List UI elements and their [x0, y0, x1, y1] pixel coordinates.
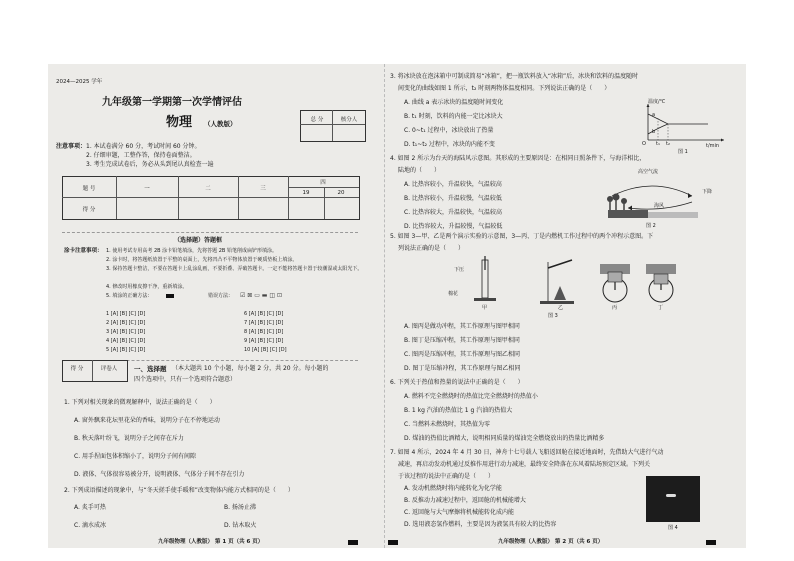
- figure-3-ding: 丁: [658, 305, 664, 311]
- answer-rule-4: 4. 修改时用橡皮擦干净，重新填涂。: [106, 284, 188, 290]
- figure-3-experiments: [448, 256, 688, 312]
- notes-label: 注意事项：: [56, 143, 87, 150]
- bubble-row-5[interactable]: 5 [A] [B] [C] [D]: [106, 347, 146, 353]
- grader-name-label: 评卷人: [100, 366, 118, 372]
- question-4: 4. 如图 2 所示为台天的海陆风示意图。其形成的主要原因是：在相同日照条件下，与海洋相比，: [390, 155, 646, 162]
- checker-label: 核分人: [340, 117, 358, 123]
- total-score-label: 总 分: [310, 117, 324, 123]
- correct-fill-mark: [166, 294, 174, 298]
- answer-rule-1: 1. 使用考试专用高考 2B 涂卡铅笔填涂，先将答题 2B 铅笔削成扁铲形填涂。: [106, 248, 277, 254]
- figure-3-bing: 丙: [612, 305, 618, 311]
- question-2-option-a: A. 炙手可热: [74, 504, 106, 511]
- answer-rule-5: 5. 填涂的正确方法：: [106, 293, 153, 299]
- footer-page-2: 九年级物理（人教版） 第 2 页（共 6 页）: [498, 539, 604, 545]
- figure-2-caption: 图 2: [646, 223, 656, 229]
- question-5-option-c: C. 图丙是压缩冲程，其工作原理与图乙相同: [404, 351, 521, 358]
- section-1-desc-1: （本大题共 10 个小题，每小题 2 分，共 20 分。每小题的: [172, 365, 329, 372]
- question-4-option-b: B. 比热容较小，升温较慢，气温较低: [404, 195, 502, 202]
- question-1-option-a: A. 窗外飘来花坛里花朵的香味，说明分子在不停地运动: [74, 417, 220, 424]
- question-1-option-c: C. 用手捏面包体积缩小了，说明分子间有间隙: [74, 453, 197, 460]
- note-1: 1. 本试卷满分 60 分，考试时间 60 分钟。: [86, 143, 201, 150]
- question-5-cont: 列说法正确的是（ ）: [398, 245, 465, 252]
- figure-3-yi: 乙: [558, 305, 564, 311]
- note-3: 3. 考生完成试卷后，务必从头到尾认真检查一遍: [86, 161, 214, 168]
- question-7-cont: 减速，再启动发动机通过反推作用进行动力减速，最终安全降落在东风着陆场预定区域。下列关: [398, 461, 651, 468]
- question-5-option-a: A. 图丙是做功冲程，其工作原理与图甲相同: [404, 323, 520, 330]
- question-2-option-d: D. 钻木取火: [224, 522, 257, 529]
- section-1-desc-2: 四个选项中，只有一个选项符合题意）: [134, 376, 237, 383]
- answer-card-title: （选择题）答题框: [174, 237, 223, 244]
- grader-score-label: 得 分: [70, 366, 84, 372]
- bubble-row-10[interactable]: 10 [A] [B] [C] [D]: [244, 347, 287, 353]
- figure-2-sea-wind: 海风: [654, 203, 665, 209]
- question-3: 3. 将冰块放在泡沫箱中可制成简易“冰箱”，把一瓶饮料放入“冰箱”后，冰块和饮料的温度随时: [390, 73, 639, 80]
- answer-rules-label: 涂卡注意事项：: [64, 248, 103, 254]
- note-2: 2. 仔细审题，工整作答，保持卷面整洁。: [86, 152, 196, 159]
- bubble-row-6[interactable]: 6 [A] [B] [C] [D]: [244, 311, 284, 317]
- question-3-cont: 间变化的曲线如图 1 所示，t₂ 时刻两物体温度相同。下列说法正确的是（ ）: [398, 85, 611, 92]
- bubble-row-3[interactable]: 3 [A] [B] [C] [D]: [106, 329, 146, 335]
- figure-1-temperature-graph: [638, 100, 728, 146]
- wrong-fill-marks: ☑ ⊠ ▭ ▬ ◫ ⊡: [240, 292, 282, 299]
- question-2-option-b: B. 扬汤止沸: [224, 504, 256, 511]
- answer-rule-2: 2. 涂卡时，将答题纸放置于平整的桌面上，先将凹凸不平物体放置于硬质垫板上填涂。: [106, 257, 298, 263]
- question-7-option-d: D. 选用液态氢作燃料，主要是因为液氢具有较大的比热容: [404, 521, 557, 528]
- question-3-option-d: D. t₁~t₂ 过程中，冰块的内能不变: [404, 141, 495, 148]
- answer-rule-wrong: 错误方法：: [208, 293, 234, 299]
- question-7-option-c: C. 返回舱与大气摩擦将机械能转化成内能: [404, 509, 515, 516]
- question-6-option-a: A. 燃料不完全燃烧时的热值比完全燃烧时的热值小: [404, 393, 538, 400]
- figure-4-caption: 图 4: [668, 525, 678, 531]
- figure-3-press: 下压: [454, 267, 465, 273]
- school-year: 2024—2025 学年: [56, 79, 103, 85]
- figure-1-curve-b: b: [652, 129, 656, 135]
- bubble-row-9[interactable]: 9 [A] [B] [C] [D]: [244, 338, 284, 344]
- registration-mark: [706, 540, 716, 545]
- score-table-col-1: 一: [144, 186, 150, 192]
- question-6: 6. 下列关于热值和热量的说法中正确的是（ ）: [390, 379, 524, 386]
- exam-title: 九年级第一学期第一次学情评估: [102, 97, 242, 108]
- question-7-cont2: 于该过程的说法中正确的是（ ）: [398, 473, 495, 480]
- question-2-option-c: C. 滴水成冰: [74, 522, 107, 529]
- figure-1-caption: 图 1: [678, 149, 688, 155]
- question-3-option-c: C. 0~t₁ 过程中，冰块放出了热量: [404, 127, 494, 134]
- figure-3-jia: 甲: [482, 305, 488, 311]
- question-4-option-c: C. 比热容较大，升温较快，气温较高: [404, 209, 503, 216]
- question-1-option-d: D. 液体、气体很容易被分开，说明液体、气体分子间不存在引力: [74, 471, 245, 478]
- footer-page-1: 九年级物理（人教版） 第 1 页（共 6 页）: [158, 539, 264, 545]
- question-7: 7. 如图 4 所示，2024 年 4 月 30 日，神舟十七号载人飞船返回舱在接近地面时，先借助大气进行气动: [390, 449, 664, 456]
- question-4-option-d: D. 比热容较大，升温较慢，气温较低: [404, 223, 503, 230]
- bubble-row-4[interactable]: 4 [A] [B] [C] [D]: [106, 338, 146, 344]
- figure-1-curve-a: a: [652, 112, 656, 118]
- score-table-row-label-number: 题 号: [82, 186, 96, 192]
- figure-3-caption: 图 3: [548, 313, 558, 319]
- figure-1-ylabel: 温度/℃: [648, 99, 666, 105]
- question-5-option-b: B. 图丁是压缩冲程，其工作原理与图甲相同: [404, 337, 520, 344]
- question-4-option-a: A. 比热容较小，升温较快，气温较高: [404, 181, 502, 188]
- figure-1-xlabel: t/min: [706, 143, 720, 149]
- bubble-row-7[interactable]: 7 [A] [B] [C] [D]: [244, 320, 284, 326]
- question-3-option-b: B. t₁ 时刻，饮料的内能一定比冰块大: [404, 113, 503, 120]
- figure-2-high-air: 高空气流: [638, 169, 659, 175]
- figure-2-sea-breeze: [602, 174, 702, 222]
- edition-label: （人教版）: [204, 120, 237, 128]
- question-1-option-b: B. 秋天落叶纷飞，说明分子之间存在斥力: [74, 435, 184, 442]
- subject-title: 物理: [166, 115, 193, 130]
- score-table-row-label-score: 得 分: [82, 207, 96, 213]
- question-4-cont: 陆地的（ ）: [398, 167, 441, 174]
- registration-mark: [348, 540, 358, 545]
- figure-1-t1: t₁: [656, 141, 660, 147]
- score-table-col-4: 四: [320, 180, 326, 186]
- figure-3-cotton: 棉花: [448, 291, 459, 297]
- question-5-option-d: D. 图丁是压缩冲程，其工作原理与图乙相同: [404, 365, 521, 372]
- figure-2-descend: 下降: [702, 189, 713, 195]
- question-5: 5. 如图 3—甲、乙是两个演示实验的示意图，3—丙、丁是内燃机工作过程中的两个冲程示意图。下: [390, 233, 654, 240]
- question-7-option-b: B. 反推动力减速过程中，返回舱的机械能增大: [404, 497, 526, 504]
- question-7-option-a: A. 发动机燃烧时将内能转化为化学能: [404, 485, 502, 492]
- question-6-option-b: B. 1 kg 汽油的热值比 1 g 汽油的热值大: [404, 407, 513, 414]
- question-6-option-c: C. 当燃料未燃烧时，其热值为零: [404, 421, 491, 428]
- figure-4-landing-photo: [646, 476, 700, 522]
- exam-sheet: [48, 64, 746, 548]
- score-table-sub-19: 19: [302, 190, 310, 196]
- answer-rule-3: 3. 保持答题卡整洁，不要在答题卡上乱涂乱画，不要折叠、弄破答题卡。一定不能将答题卡置于较潮湿或太阳光下。: [106, 266, 363, 272]
- score-table-col-3: 三: [260, 186, 266, 192]
- question-1: 1. 下列对相关现象的微观解释中，说法正确的是（ ）: [64, 399, 216, 406]
- figure-1-origin: O: [642, 141, 646, 147]
- question-3-option-a: A. 曲线 a 表示冰块的温度随时间变化: [404, 99, 504, 106]
- question-6-option-d: D. 煤油的热值比酒精大，说明相同质量的煤油完全燃烧放出的热量比酒精多: [404, 435, 605, 442]
- page-fold: [384, 64, 385, 548]
- score-table-sub-20: 20: [337, 190, 345, 196]
- question-2: 2. 下列成语描述的现象中，与“冬天搓手使手暖和”改变物体内能方式相同的是（ ）: [64, 487, 294, 494]
- bubble-row-1[interactable]: 1 [A] [B] [C] [D]: [106, 311, 146, 317]
- section-1-title: 一、选择题: [134, 365, 167, 373]
- registration-mark: [388, 540, 398, 545]
- bubble-row-2[interactable]: 2 [A] [B] [C] [D]: [106, 320, 146, 326]
- bubble-row-8[interactable]: 8 [A] [B] [C] [D]: [244, 329, 284, 335]
- figure-1-t2: t₂: [666, 141, 670, 147]
- score-table-col-2: 二: [205, 186, 211, 192]
